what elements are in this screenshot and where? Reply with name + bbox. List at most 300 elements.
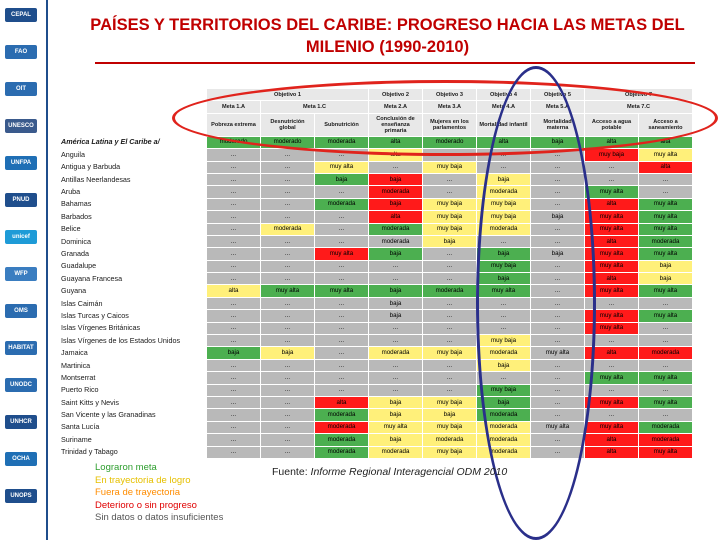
status-cell: ... — [423, 260, 477, 272]
status-cell: alta — [585, 434, 639, 446]
status-cell: baja — [261, 347, 315, 359]
status-cell: ... — [315, 260, 369, 272]
target-header-cell: Meta 3.A — [423, 101, 477, 113]
country-name: Barbados — [59, 211, 207, 223]
unops-logo: UNOPS — [5, 489, 37, 503]
status-cell: ... — [207, 335, 261, 347]
status-cell: moderada — [477, 421, 531, 433]
status-cell: baja — [639, 273, 693, 285]
status-cell: ... — [639, 359, 693, 371]
status-cell: moderada — [477, 347, 531, 359]
table-row — [59, 359, 693, 371]
target-header-spacer — [59, 101, 207, 113]
status-cell: ... — [261, 359, 315, 371]
goal-header-cell: Objetivo 4 — [477, 89, 531, 101]
source-text: Informe Regional Interagencial ODM 2010 — [310, 466, 508, 478]
goal-header-cell: Objetivo 5 — [531, 89, 585, 101]
status-cell: muy alta — [585, 248, 639, 260]
legend-item: Sin datos o datos insuficientes — [95, 512, 224, 523]
status-cell: muy alta — [585, 260, 639, 272]
status-cell: ... — [531, 235, 585, 247]
table-row — [59, 198, 693, 210]
fao-logo: FAO — [5, 45, 37, 59]
table-row — [59, 297, 693, 309]
status-cell: ... — [315, 211, 369, 223]
status-cell: muy alta — [585, 186, 639, 198]
table-row — [59, 434, 693, 446]
status-cell: ... — [531, 434, 585, 446]
status-cell: muy baja — [423, 421, 477, 433]
status-cell: ... — [531, 384, 585, 396]
status-cell: ... — [531, 161, 585, 173]
status-cell: ... — [207, 173, 261, 185]
status-cell: ... — [207, 223, 261, 235]
status-cell: ... — [261, 198, 315, 210]
status-cell: ... — [315, 273, 369, 285]
status-cell: baja — [369, 396, 423, 408]
table-row — [59, 384, 693, 396]
status-cell: muy alta — [639, 396, 693, 408]
status-cell: muy baja — [423, 211, 477, 223]
status-cell: moderada — [639, 421, 693, 433]
status-cell: muy alta — [639, 211, 693, 223]
status-cell: ... — [207, 396, 261, 408]
status-cell: baja — [477, 396, 531, 408]
country-name: Granada — [59, 248, 207, 260]
status-cell: alta — [207, 285, 261, 297]
column-header-cell: Subnutrición — [315, 113, 369, 136]
status-cell: ... — [585, 297, 639, 309]
status-cell: ... — [261, 434, 315, 446]
status-cell: moderada — [639, 235, 693, 247]
status-cell: alta — [585, 198, 639, 210]
status-cell: muy alta — [639, 149, 693, 161]
table-row — [59, 372, 693, 384]
column-header-spacer — [59, 113, 207, 136]
status-cell: ... — [531, 359, 585, 371]
status-cell: alta — [369, 149, 423, 161]
status-cell: ... — [369, 359, 423, 371]
status-cell: ... — [315, 347, 369, 359]
status-cell: baja — [369, 198, 423, 210]
status-cell: moderada — [315, 421, 369, 433]
target-header-row — [59, 101, 693, 113]
status-cell: muy baja — [423, 161, 477, 173]
target-header-cell: Meta 1.C — [261, 101, 369, 113]
table-row — [59, 446, 693, 458]
status-cell: ... — [207, 409, 261, 421]
status-cell: ... — [639, 322, 693, 334]
status-cell: baja — [531, 211, 585, 223]
sidebar-divider — [46, 0, 48, 540]
country-name: Suriname — [59, 434, 207, 446]
status-cell: ... — [207, 310, 261, 322]
status-cell: baja — [369, 310, 423, 322]
country-name: Belice — [59, 223, 207, 235]
status-cell: baja — [531, 248, 585, 260]
status-cell: moderado — [423, 136, 477, 148]
status-cell: ... — [315, 384, 369, 396]
target-header-cell: Meta 7.C — [585, 101, 693, 113]
status-cell: alta — [585, 136, 639, 148]
goal-header-cell: Objetivo 3 — [423, 89, 477, 101]
status-cell: ... — [423, 186, 477, 198]
status-cell: moderada — [369, 186, 423, 198]
status-cell: ... — [423, 322, 477, 334]
status-cell: ... — [207, 186, 261, 198]
legend — [95, 462, 223, 525]
status-cell: ... — [261, 173, 315, 185]
status-cell: muy alta — [585, 223, 639, 235]
status-cell: baja — [207, 347, 261, 359]
status-cell: muy baja — [477, 335, 531, 347]
status-cell: alta — [639, 161, 693, 173]
status-cell: moderada — [315, 434, 369, 446]
column-header-cell: Mujeres en los parlamentos — [423, 113, 477, 136]
status-cell: moderada — [477, 409, 531, 421]
status-cell: ... — [315, 186, 369, 198]
status-cell: ... — [585, 335, 639, 347]
title-underline — [95, 62, 695, 64]
table-row — [59, 409, 693, 421]
status-cell: ... — [639, 186, 693, 198]
pnud-logo: PNUD — [5, 193, 37, 207]
status-cell: muy baja — [477, 384, 531, 396]
status-cell: moderado — [261, 136, 315, 148]
country-name: Islas Caimán — [59, 297, 207, 309]
table-row — [59, 421, 693, 433]
status-cell: alta — [315, 396, 369, 408]
column-header-cell: Acceso a agua potable — [585, 113, 639, 136]
status-cell: muy baja — [423, 198, 477, 210]
country-name: Trinidad y Tabago — [59, 446, 207, 458]
status-cell: ... — [207, 198, 261, 210]
status-cell: ... — [207, 322, 261, 334]
status-cell: moderada — [369, 223, 423, 235]
country-name: Islas Turcas y Caicos — [59, 310, 207, 322]
status-cell: ... — [477, 310, 531, 322]
status-cell: ... — [207, 421, 261, 433]
status-cell: ... — [261, 446, 315, 458]
country-name: Aruba — [59, 186, 207, 198]
status-cell: ... — [585, 161, 639, 173]
status-cell: ... — [531, 198, 585, 210]
country-name: Bahamas — [59, 198, 207, 210]
status-cell: muy baja — [423, 223, 477, 235]
table-row — [59, 211, 693, 223]
status-cell: ... — [261, 161, 315, 173]
column-header-cell: Mortalidad materna — [531, 113, 585, 136]
status-cell: muy alta — [369, 421, 423, 433]
status-cell: ... — [369, 260, 423, 272]
source-prefix: Fuente: — [272, 466, 311, 478]
status-cell: alta — [639, 136, 693, 148]
status-cell: ... — [315, 223, 369, 235]
status-cell: moderada — [639, 434, 693, 446]
status-cell: ... — [261, 396, 315, 408]
status-cell: muy baja — [477, 260, 531, 272]
source-note — [272, 466, 507, 478]
status-cell: ... — [531, 186, 585, 198]
status-cell: moderada — [639, 347, 693, 359]
status-cell: muy alta — [585, 421, 639, 433]
status-cell: ... — [261, 248, 315, 260]
table-row — [59, 347, 693, 359]
status-cell: ... — [477, 322, 531, 334]
country-name: Saint Kitts y Nevis — [59, 396, 207, 408]
unodc-logo: UNODC — [5, 378, 37, 392]
status-cell: ... — [369, 372, 423, 384]
status-cell: baja — [423, 235, 477, 247]
status-cell: alta — [477, 136, 531, 148]
status-cell: muy alta — [585, 396, 639, 408]
status-cell: ... — [531, 273, 585, 285]
country-name: América Latina y El Caribe a/ — [59, 136, 207, 148]
status-cell: moderado — [207, 136, 261, 148]
status-cell: alta — [369, 211, 423, 223]
status-cell: moderada — [423, 285, 477, 297]
column-header-cell: Acceso a saneamiento — [639, 113, 693, 136]
table-row — [59, 310, 693, 322]
status-cell: ... — [531, 149, 585, 161]
status-cell: ... — [585, 409, 639, 421]
status-cell: ... — [207, 248, 261, 260]
status-cell: ... — [531, 372, 585, 384]
ocha-logo: OCHA — [5, 452, 37, 466]
status-cell: ... — [477, 372, 531, 384]
status-cell: ... — [369, 335, 423, 347]
status-cell: ... — [261, 322, 315, 334]
status-cell: ... — [207, 211, 261, 223]
mdg-progress-table — [58, 88, 693, 459]
status-cell: ... — [207, 260, 261, 272]
status-cell: ... — [261, 335, 315, 347]
status-cell: ... — [639, 384, 693, 396]
status-cell: ... — [477, 297, 531, 309]
status-cell: muy baja — [423, 396, 477, 408]
status-cell: ... — [261, 384, 315, 396]
column-header-cell: Conclusión de enseñanza primaria — [369, 113, 423, 136]
status-cell: ... — [315, 359, 369, 371]
country-name: Antillas Neerlandesas — [59, 173, 207, 185]
status-cell: ... — [477, 161, 531, 173]
status-cell: muy alta — [531, 421, 585, 433]
status-cell: ... — [261, 211, 315, 223]
status-cell: baja — [369, 248, 423, 260]
table-row — [59, 396, 693, 408]
unicef-logo: unicef — [5, 230, 37, 244]
status-cell: ... — [423, 310, 477, 322]
status-cell: muy alta — [639, 446, 693, 458]
status-cell: muy alta — [585, 285, 639, 297]
country-name: Dominica — [59, 235, 207, 247]
status-cell: ... — [423, 248, 477, 260]
status-cell: muy alta — [585, 310, 639, 322]
status-cell: ... — [207, 297, 261, 309]
status-cell: muy baja — [477, 198, 531, 210]
status-cell: baja — [369, 409, 423, 421]
status-cell: baja — [531, 136, 585, 148]
status-cell: ... — [315, 372, 369, 384]
status-cell: ... — [315, 322, 369, 334]
table-row — [59, 149, 693, 161]
status-cell: muy alta — [639, 285, 693, 297]
status-cell: ... — [315, 335, 369, 347]
table-row — [59, 173, 693, 185]
status-cell: muy alta — [315, 161, 369, 173]
legend-item: Deterioro o sin progreso — [95, 499, 197, 511]
goal-header-cell: Objetivo 2 — [369, 89, 423, 101]
status-cell: muy alta — [639, 223, 693, 235]
status-cell: moderada — [315, 446, 369, 458]
status-cell: ... — [261, 273, 315, 285]
status-cell: ... — [369, 384, 423, 396]
status-cell: ... — [531, 335, 585, 347]
status-cell: ... — [531, 310, 585, 322]
legend-item: Lograron meta — [95, 462, 157, 473]
status-cell: moderada — [477, 434, 531, 446]
status-cell: moderada — [423, 434, 477, 446]
country-name: Anguila — [59, 149, 207, 161]
status-cell: muy alta — [315, 248, 369, 260]
status-cell: baja — [369, 285, 423, 297]
status-cell: muy alta — [315, 285, 369, 297]
country-name: Guadalupe — [59, 260, 207, 272]
goal-header-cell — [59, 89, 207, 101]
table-row — [59, 248, 693, 260]
status-cell: alta — [585, 446, 639, 458]
goal-header-row — [59, 89, 693, 101]
table-row — [59, 136, 693, 148]
target-header-cell: Meta 5.A — [531, 101, 585, 113]
status-cell: moderada — [315, 136, 369, 148]
status-cell: moderada — [477, 223, 531, 235]
table-row — [59, 235, 693, 247]
status-cell: ... — [315, 310, 369, 322]
goal-header-cell: Objetivo 7 — [585, 89, 693, 101]
status-cell: ... — [261, 372, 315, 384]
status-cell: ... — [531, 409, 585, 421]
status-cell: ... — [639, 297, 693, 309]
status-cell: ... — [207, 149, 261, 161]
status-cell: ... — [261, 186, 315, 198]
status-cell: ... — [261, 409, 315, 421]
status-cell: muy alta — [585, 322, 639, 334]
legend-item: En trayectoria de logro — [95, 474, 191, 486]
status-cell: ... — [261, 149, 315, 161]
target-header-cell: Meta 4.A — [477, 101, 531, 113]
status-cell: moderada — [369, 347, 423, 359]
unhcr-logo: UNHCR — [5, 415, 37, 429]
country-name: Antigua y Barbuda — [59, 161, 207, 173]
status-cell: ... — [531, 260, 585, 272]
status-cell: ... — [585, 173, 639, 185]
table-row — [59, 223, 693, 235]
status-cell: ... — [423, 372, 477, 384]
status-cell: alta — [369, 136, 423, 148]
status-cell: muy alta — [531, 347, 585, 359]
status-cell: ... — [423, 173, 477, 185]
status-cell: moderada — [369, 235, 423, 247]
status-cell: moderada — [477, 186, 531, 198]
wfp-logo: WFP — [5, 267, 37, 281]
status-cell: baja — [315, 173, 369, 185]
status-cell: muy baja — [423, 446, 477, 458]
status-cell: ... — [207, 273, 261, 285]
status-cell: ... — [423, 149, 477, 161]
status-cell: ... — [423, 297, 477, 309]
status-cell: baja — [369, 434, 423, 446]
slide-title: PAÍSES Y TERRITORIOS DEL CARIBE: PROGRESO HACIA LAS METAS DEL MILENIO (1990-2010) — [90, 16, 685, 56]
legend-item: Fuera de trayectoria — [95, 487, 181, 498]
status-cell: baja — [477, 248, 531, 260]
unesco-logo: UNESCO — [5, 119, 37, 133]
status-cell: ... — [639, 335, 693, 347]
status-cell: ... — [315, 297, 369, 309]
country-name: Islas Vírgenes Británicas — [59, 322, 207, 334]
eclac-logo: CEPAL — [5, 8, 37, 22]
status-cell: ... — [639, 173, 693, 185]
status-cell: ... — [207, 235, 261, 247]
status-cell: ... — [531, 285, 585, 297]
country-name: Montserrat — [59, 372, 207, 384]
status-cell: muy alta — [639, 372, 693, 384]
status-cell: ... — [531, 173, 585, 185]
status-cell: moderada — [477, 446, 531, 458]
status-cell: muy baja — [585, 149, 639, 161]
status-cell: moderada — [261, 223, 315, 235]
status-cell: ... — [207, 446, 261, 458]
status-cell: ... — [477, 235, 531, 247]
status-cell: ... — [207, 384, 261, 396]
unhabitat-logo: HABITAT — [5, 341, 37, 355]
status-cell: ... — [585, 359, 639, 371]
status-cell: ... — [423, 384, 477, 396]
column-header-cell: Desnutrición global — [261, 113, 315, 136]
status-cell: ... — [261, 310, 315, 322]
status-cell: baja — [423, 409, 477, 421]
table-row — [59, 335, 693, 347]
status-cell: ... — [585, 384, 639, 396]
status-cell: baja — [477, 173, 531, 185]
country-name: Guayana Francesa — [59, 273, 207, 285]
status-cell: ... — [531, 396, 585, 408]
target-header-cell: Meta 1.A — [207, 101, 261, 113]
unfpa-logo: UNFPA — [5, 156, 37, 170]
status-cell: ... — [369, 161, 423, 173]
who-logo: OMS — [5, 304, 37, 318]
table-row — [59, 260, 693, 272]
status-cell: ... — [315, 235, 369, 247]
status-cell: muy baja — [477, 211, 531, 223]
status-cell: baja — [639, 260, 693, 272]
status-cell: moderada — [315, 409, 369, 421]
status-cell: alta — [585, 347, 639, 359]
status-cell: muy alta — [639, 248, 693, 260]
agency-logo-sidebar — [0, 0, 44, 540]
status-cell: ... — [207, 372, 261, 384]
status-cell: muy alta — [639, 310, 693, 322]
goal-header-cell: Objetivo 1 — [207, 89, 369, 101]
status-cell: muy alta — [477, 285, 531, 297]
status-cell: ... — [423, 359, 477, 371]
country-name: Jamaica — [59, 347, 207, 359]
target-header-cell: Meta 2.A — [369, 101, 423, 113]
status-cell: ... — [207, 434, 261, 446]
country-name: Islas Vírgenes de los Estados Unidos — [59, 335, 207, 347]
table-row — [59, 273, 693, 285]
status-cell: muy baja — [423, 347, 477, 359]
